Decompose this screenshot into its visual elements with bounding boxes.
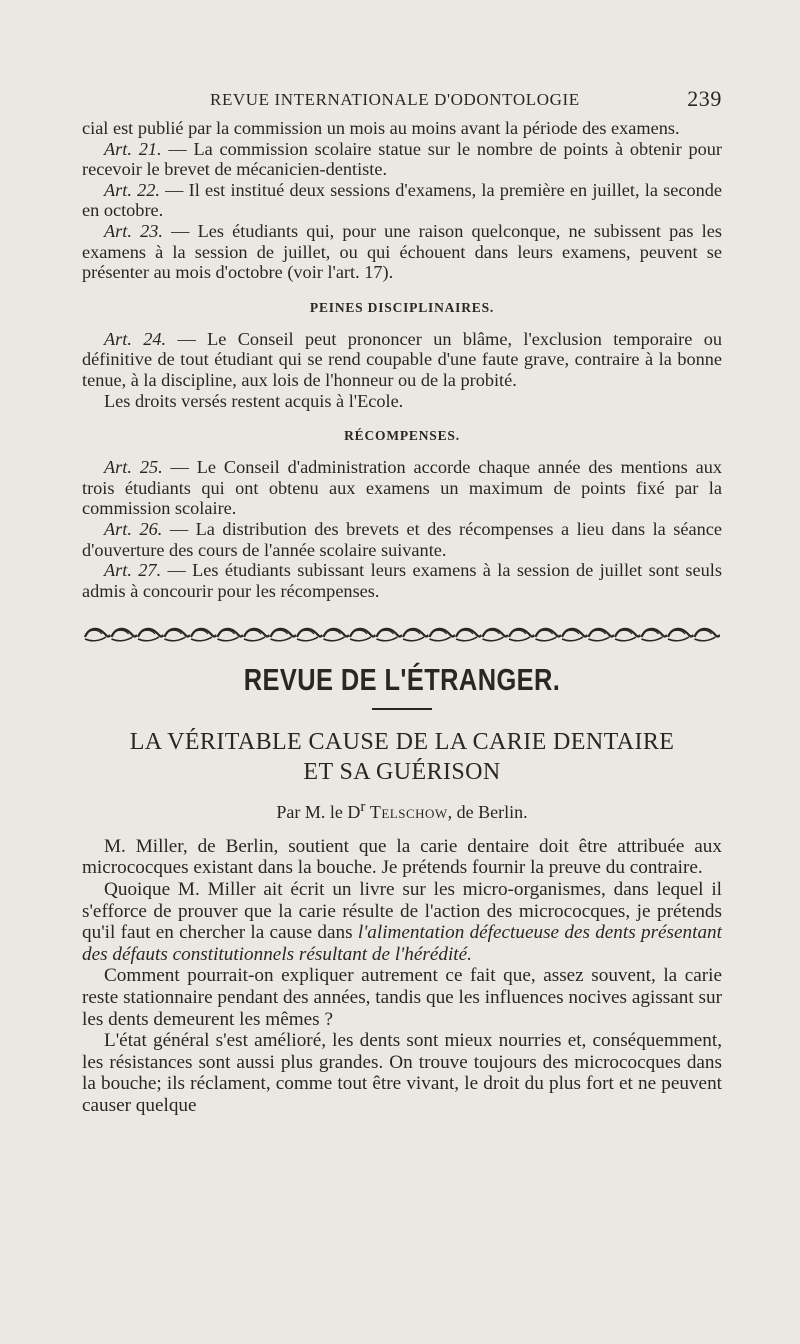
article-25-text: — Le Conseil d'administration accorde chaque année des mentions aux trois étudiants qui ont obtenu aux examens un maximum de points fixé par la commission scolaire. xyxy=(82,457,722,519)
page-number: 239 xyxy=(687,86,722,111)
article-title-line-2: ET SA GUÉRISON xyxy=(303,758,501,785)
running-head xyxy=(82,86,722,118)
byline-sup: r xyxy=(360,798,366,815)
article-27-label: Art. 27. xyxy=(104,560,162,581)
author-name: Telschow xyxy=(369,801,448,822)
article-23-text: — Les étudiants qui, pour une raison quelconque, ne subissent pas les examens à la session de juillet, ou qui échouent dans leurs examens, peuvent se présenter au mois d'octobre (voir l'art. 17). xyxy=(82,220,722,283)
article-23-label: Art. 23. xyxy=(104,220,163,241)
running-title: REVUE INTERNATIONALE D'ODONTOLOGIE xyxy=(210,90,580,109)
article-22 xyxy=(82,180,722,221)
article-paragraph-3: Comment pourrait-on expliquer autrement ce fait que, assez souvent, la carie reste stationnaire pendant des années, tandis que les influences nocives agissant sur les dents demeurent les mêmes ? xyxy=(82,965,722,1030)
article-paragraph-4: L'état général s'est amélioré, les dents sont mieux nourries et, conséquemment, les résistances sont aussi plus grandes. On trouve toujours des micrococques dans la bouche; ils réclament, comme tout être vivant, le droit du plus fort et ne peuvent causer quelque xyxy=(82,1030,722,1116)
article-23 xyxy=(82,221,722,283)
article-24-label: Art. 24. xyxy=(104,328,167,349)
article-26-text: — La distribution des brevets et des récompenses a lieu dans la séance d'ouverture des cours de l'année scolaire suivante. xyxy=(82,518,722,560)
article-paragraph-2-italic: l'alimentation défectueuse des dents présentant des défauts constitutionnels résultant de l'hérédité. xyxy=(82,922,722,965)
article-body xyxy=(82,836,722,1117)
article-paragraph-1: M. Miller, de Berlin, soutient que la carie dentaire doit être attribuée aux micrococques existant dans la bouche. Je prétends fournir la preuve du contraire. xyxy=(82,835,722,879)
book-page xyxy=(82,86,722,1117)
article-26 xyxy=(82,519,722,560)
article-paragraph-2 xyxy=(82,879,722,965)
article-22-label: Art. 22. xyxy=(104,179,160,200)
article-24-text: — Le Conseil peut prononcer un blâme, l'exclusion temporaire ou définitive de tout étudiant qui se rend coupable d'une faute grave, contraire à la bonne tenue, à la discipline, aux lois de l'honneur ou de la probité. xyxy=(82,328,723,390)
heading-recompenses: RÉCOMPENSES. xyxy=(344,428,460,444)
article-27-text: — Les étudiants subissant leurs examens à la session de juillet sont seuls admis à concourir pour les récompenses. xyxy=(82,560,722,601)
heading-peines-disciplinaires: PEINES DISCIPLINAIRES. xyxy=(309,299,495,315)
article-title-line-1: LA VÉRITABLE CAUSE DE LA CARIE DENTAIRE xyxy=(129,728,675,755)
article-21 xyxy=(82,139,722,180)
byline-prefix: Par M. le D xyxy=(276,801,361,822)
article-title xyxy=(82,727,722,787)
article-27 xyxy=(82,560,722,601)
paragraph-continued: cial est publié par la commission un mois au moins avant la période des examens. xyxy=(82,118,680,138)
article-25-label: Art. 25. xyxy=(104,457,163,478)
byline-suffix: , de Berlin. xyxy=(447,801,528,822)
title-rule xyxy=(372,708,432,710)
droits-paragraph: Les droits versés restent acquis à l'Ecole. xyxy=(104,390,404,411)
article-22-text: — Il est institué deux sessions d'examens, la première en juillet, la seconde en octobre. xyxy=(82,179,722,221)
article-26-label: Art. 26. xyxy=(104,518,163,539)
section-title: REVUE DE L'ÉTRANGER. xyxy=(243,662,561,698)
article-21-label: Art. 21. xyxy=(104,138,162,159)
article-24 xyxy=(82,329,722,391)
article-25 xyxy=(82,457,722,519)
ornamental-divider xyxy=(84,623,720,643)
article-paragraph-2-start: Quoique M. Miller ait écrit un livre sur les micro-organismes, dans lequel il s'efforce de prouver que la carie résulte de l'action des micrococques, je prétends qu'il faut en chercher la cause dans xyxy=(82,878,722,944)
byline xyxy=(82,799,722,823)
article-21-text: — La commission scolaire statue sur le nombre de points à obtenir pour recevoir le brevet de mécanicien-dentiste. xyxy=(82,138,722,180)
